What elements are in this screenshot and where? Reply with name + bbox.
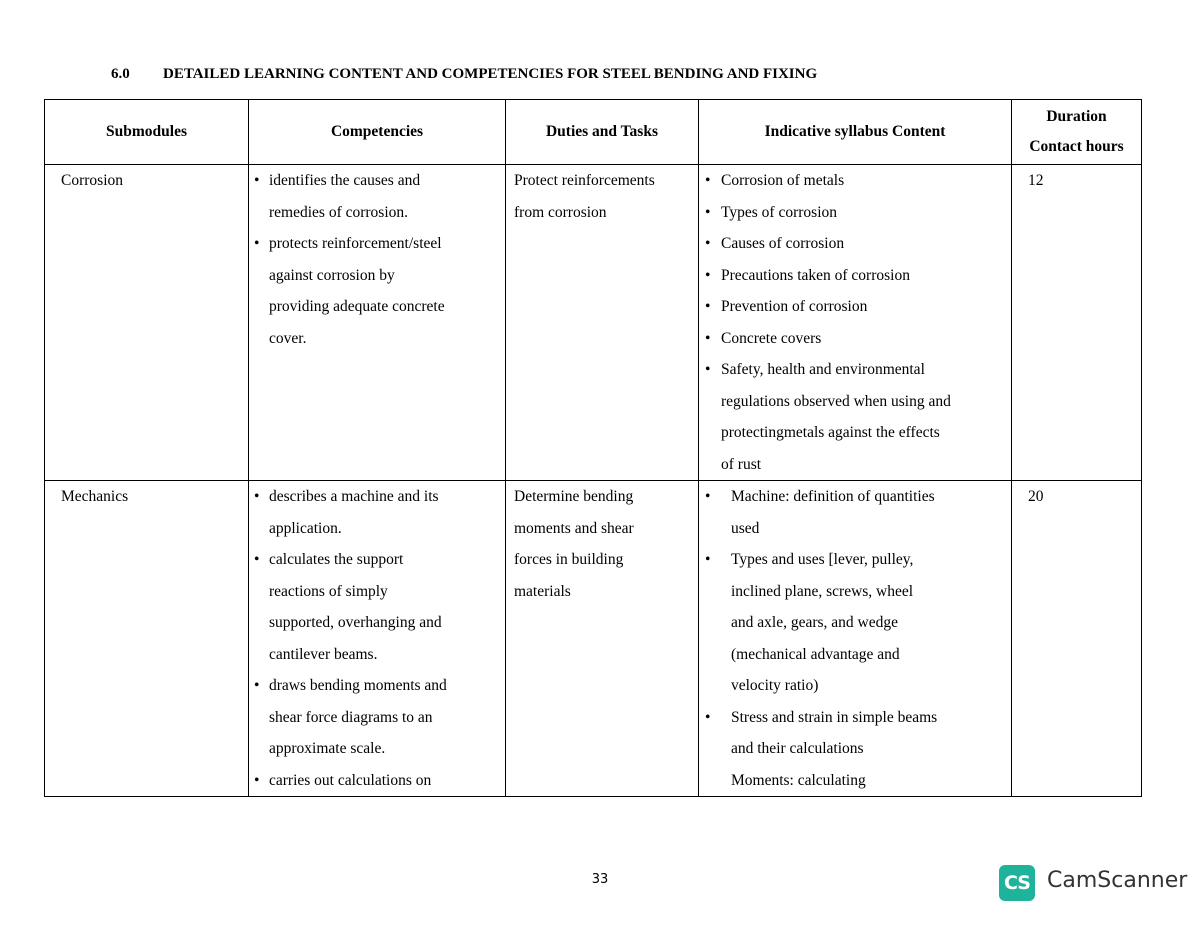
- header-submodules: Submodules: [45, 100, 249, 165]
- list-item: • calculates the support: [249, 544, 499, 576]
- duties-line: moments and shear: [514, 519, 634, 537]
- list-item: and axle, gears, and wedge: [731, 614, 898, 631]
- header-competencies: Competencies: [249, 100, 506, 165]
- competencies-cell: [249, 481, 506, 797]
- list-item: used: [731, 519, 760, 537]
- list-item: cover.: [269, 329, 307, 347]
- header-duration-line2: Contact hours: [1029, 138, 1124, 155]
- list-item: • Concrete covers: [701, 323, 1005, 355]
- duties-line: Determine bending: [514, 488, 634, 505]
- table-row-corrosion: [45, 165, 1142, 481]
- header-duration-line1: Duration: [1046, 108, 1107, 125]
- duties-line: Protect reinforcements: [514, 172, 655, 189]
- list-item: of rust: [721, 455, 762, 473]
- header-duration: [1012, 100, 1142, 165]
- list-item: • identifies the causes and: [249, 165, 499, 197]
- duties-cell: [506, 481, 699, 797]
- hours-cell: 20: [1012, 481, 1142, 797]
- list-item: • Precautions taken of corrosion: [701, 260, 1005, 292]
- hours-cell: 12: [1012, 165, 1142, 481]
- list-item: providing adequate concrete: [269, 298, 445, 315]
- list-item: • Corrosion of metals: [701, 165, 1005, 197]
- list-item: supported, overhanging and: [269, 614, 442, 631]
- list-item: Moments: calculating: [731, 771, 866, 789]
- list-item: • protects reinforcement/steel: [249, 228, 499, 260]
- list-item: approximate scale.: [269, 740, 386, 757]
- header-row: [45, 100, 1142, 165]
- submodule-cell: Mechanics: [45, 481, 249, 797]
- syllabus-table: [44, 99, 1142, 797]
- list-item: and their calculations: [731, 740, 864, 757]
- list-item: • Stress and strain in simple beams: [701, 702, 1005, 734]
- list-item: • draws bending moments and: [249, 670, 499, 702]
- syllabus-cell: [699, 165, 1012, 481]
- competencies-cell: [249, 165, 506, 481]
- section-heading: [111, 66, 817, 83]
- submodule-cell: Corrosion: [45, 165, 249, 481]
- section-number: 6.0: [111, 66, 130, 82]
- list-item: cantilever beams.: [269, 645, 378, 663]
- header-syllabus: Indicative syllabus Content: [699, 100, 1012, 165]
- list-item: • Types of corrosion: [701, 197, 1005, 229]
- list-item: remedies of corrosion.: [269, 203, 409, 221]
- competencies-list: [265, 165, 499, 354]
- list-item: inclined plane, screws, wheel: [731, 582, 914, 600]
- duties-line: from corrosion: [514, 203, 607, 221]
- list-item: • describes a machine and its: [249, 481, 499, 513]
- syllabus-list: [715, 165, 1005, 480]
- list-item: shear force diagrams to an: [269, 708, 433, 726]
- camscanner-watermark: CamScanner: [1047, 868, 1188, 893]
- list-item: velocity ratio): [731, 677, 819, 694]
- duties-line: materials: [514, 582, 571, 600]
- duties-cell: [506, 165, 699, 481]
- list-item: regulations observed when using and: [721, 392, 951, 410]
- list-item: protectingmetals against the effects: [721, 424, 940, 441]
- list-item: • Causes of corrosion: [701, 228, 1005, 260]
- list-item: (mechanical advantage and: [731, 645, 900, 663]
- competencies-list: [265, 481, 499, 796]
- section-title: DETAILED LEARNING CONTENT AND COMPETENCIES FOR STEEL BENDING AND FIXING: [163, 66, 818, 82]
- header-duties: Duties and Tasks: [506, 100, 699, 165]
- list-item: against corrosion by: [269, 266, 395, 284]
- table-row-mechanics: [45, 481, 1142, 797]
- list-item: • carries out calculations on: [249, 765, 499, 797]
- page-number: 33: [591, 872, 609, 887]
- syllabus-list: [715, 481, 1005, 796]
- duties-line: forces in building: [514, 551, 624, 568]
- list-item: • Machine: definition of quantities: [701, 481, 1005, 513]
- list-item: • Types and uses [lever, pulley,: [701, 544, 1005, 576]
- list-item: reactions of simply: [269, 582, 388, 600]
- list-item: application.: [269, 519, 342, 537]
- camscanner-logo-icon: CS: [999, 865, 1035, 901]
- list-item: • Prevention of corrosion: [701, 291, 1005, 323]
- list-item: • Safety, health and environmental: [701, 354, 1005, 386]
- syllabus-cell: [699, 481, 1012, 797]
